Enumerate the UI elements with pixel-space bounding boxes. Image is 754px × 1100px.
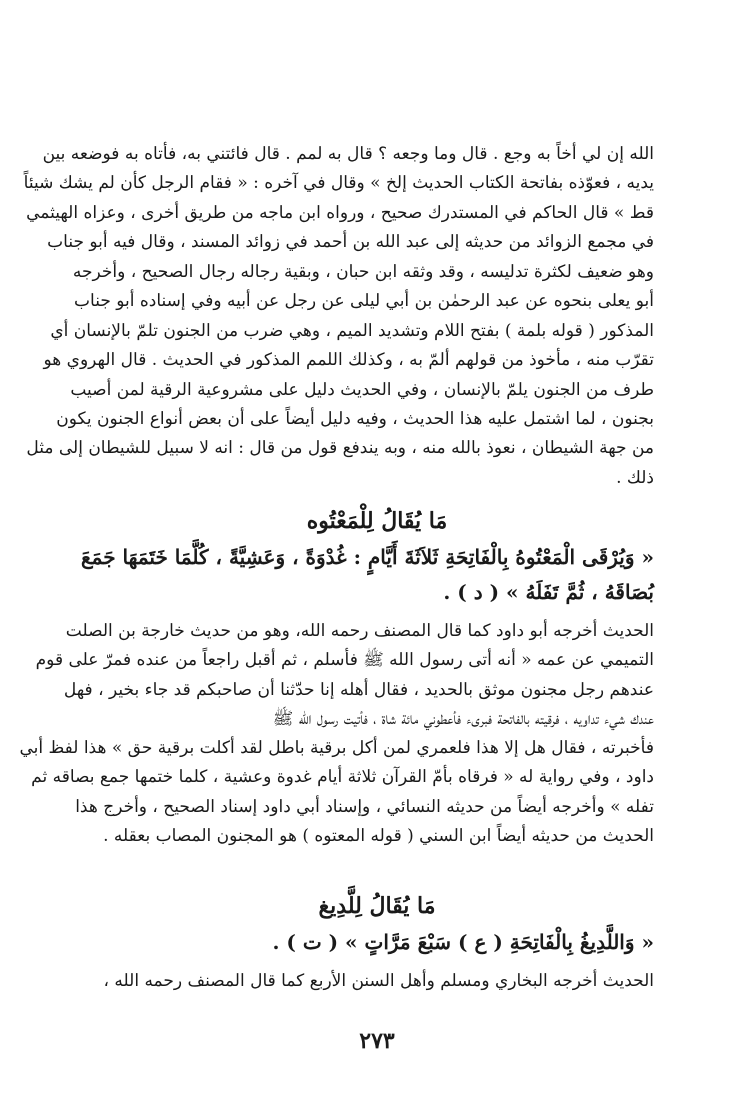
text-line: الحديث أخرجه أبو داود كما قال المصنف رحمه الله، وهو من حديث خارجة بن الصلت bbox=[65, 621, 654, 641]
text-line: عندك شيء تداويه ، فرقيته بالفاتحة فبرىء فأعطوني مائة شاة ، فأتيت رسول الله ﷺ bbox=[272, 708, 654, 729]
hadith-line: بُصَاقَهُ ، ثُمَّ تَفَلَهُ » ( د ) . bbox=[443, 580, 654, 604]
section-heading-ladigh: مَا يُقَالُ لِلَّدِيغ bbox=[318, 893, 436, 919]
text-line: المذكور ( قوله بلمة ) بفتح اللام وتشديد الميم ، وهي ضرب من الجنون تلمّ بالإنسان أي bbox=[50, 320, 654, 341]
text-line: أبو يعلى بنحوه عن عبد الرحمٰن بن أبي ليلى عن رجل عن أبيه وفي إسناده أبو جناب bbox=[74, 291, 654, 312]
text-line: قط » قال الحاكم في المستدرك صحيح ، ورواه ابن ماجه من طريق أخرى ، وعزاه الهيثمي bbox=[26, 202, 654, 223]
text-line: وهو ضعيف لكثرة تدليسه ، وقد وثقه ابن حبان ، وبقية رجاله رجال الصحيح ، وأخرجه bbox=[72, 261, 654, 282]
text-line: الحديث من حديثه أيضاً ابن السني ( قوله المعتوه ) هو المجنون المصاب بعقله . bbox=[103, 826, 654, 847]
text-line: طرف من الجنون يلمّ بالإنسان ، وفي الحديث دليل على مشروعية الرقية لمن أصيب bbox=[70, 379, 654, 400]
section-heading-mautuh: مَا يُقَالُ لِلْمَعْتُوه bbox=[306, 508, 448, 534]
text-line: بجنون ، لما اشتمل عليه هذا الحديث ، وفيه دليل أيضاً على أن بعض أنواع الجنون يكون bbox=[56, 408, 654, 429]
text-line: تفله » وأخرجه أيضاً من حديثه النسائي ، وإسناد أبي داود إسناد الصحيح ، وأخرج هذا bbox=[75, 796, 654, 817]
hadith-line: « وَاللَّدِيغُ بِالْفَاتِحَةِ ( ع ) سَبْعَ مَرَّاتٍ » ( ت ) . bbox=[272, 930, 654, 954]
text-line: فأخبرته ، فقال هل إلا هذا فلعمري لمن أكل برقية باطل لقد أكلت برقية حق » هذا لفظ أبي bbox=[19, 738, 654, 759]
text-line: يديه ، فعوّذه بفاتحة الكتاب الحديث إلخ » وقال في آخره : « فقام الرجل كأن لم يشك شيئاً bbox=[23, 173, 654, 194]
commentary-paragraph-1 bbox=[23, 140, 654, 493]
text-line: في مجمع الزوائد من حديثه إلى عبد الله بن أحمد في زوائد المسند ، وقال فيه أبو جناب bbox=[47, 232, 654, 253]
text-line: من جهة الشيطان ، نعوذ بالله منه ، وبه يندفع قول من قال : انه لا سبيل للشيطان إلى مثل bbox=[26, 438, 654, 459]
commentary-paragraph-3 bbox=[100, 967, 654, 996]
text-line: داود ، وفي رواية له « فرقاه بأمّ القرآن ثلاثة أيام غدوة وعشية ، كلما ختمها جمع بصاقه ثم bbox=[31, 767, 654, 788]
hadith-text-1 bbox=[81, 540, 654, 610]
commentary-paragraph-2 bbox=[19, 617, 654, 851]
text-line: الله إن لي أخاً به وجع . قال وما وجعه ؟ قال به لمم . قال فائتني به، فأتاه به فوضعه بين bbox=[42, 144, 654, 164]
hadith-text-2 bbox=[98, 925, 654, 960]
text-line: الحديث أخرجه البخاري ومسلم وأهل السنن الأربع كما قال المصنف رحمه الله ، bbox=[103, 971, 654, 991]
text-line: ذلك . bbox=[616, 467, 654, 488]
hadith-line: « وَيُرْقَى الْمَعْتُوهُ بِالْفَاتِحَةِ ثَلاَثَةَ أَيَّامٍ : غُدْوَةً ، وَعَشِيَّةً ، كُلَّمَا خَتَمَهَا جَمَعَ bbox=[81, 545, 654, 569]
text-line: تقرّب منه ، مأخوذ من قولهم ألمّ به ، وكذلك اللمم المذكور في الحديث . قال الهروي هو bbox=[43, 350, 654, 371]
text-line: التميمي عن عمه « أنه أتى رسول الله ﷺ فأسلم ، ثم أقبل راجعاً من عنده فمرّ على قوم bbox=[35, 650, 654, 671]
page-number: ٢٧٣ bbox=[359, 1028, 395, 1054]
text-line: عندهم رجل مجنون موثق بالحديد ، فقال أهله إنا حدّثنا أن صاحبكم قد جاء بخير ، فهل bbox=[63, 679, 654, 700]
